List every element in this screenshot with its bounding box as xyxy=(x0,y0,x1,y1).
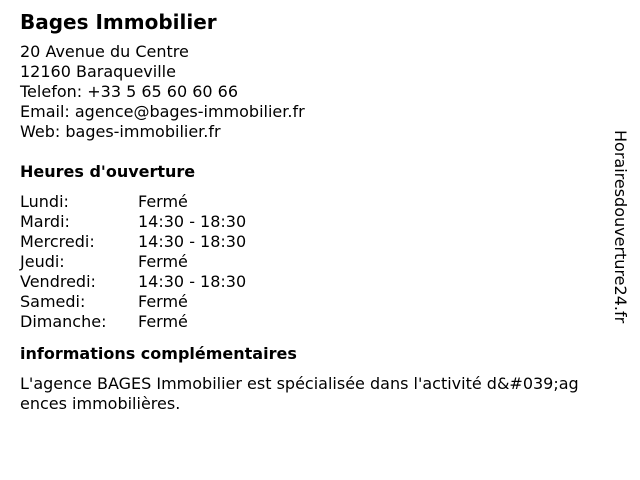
hours-row-tuesday xyxy=(20,212,590,232)
hours-day: Mardi: xyxy=(20,212,70,231)
hours-row-monday xyxy=(20,192,590,212)
hours-time: 14:30 - 18:30 xyxy=(138,212,247,231)
hours-day: Dimanche: xyxy=(20,312,107,331)
business-card xyxy=(20,10,590,414)
hours-day: Lundi: xyxy=(20,192,69,211)
hours-time: 14:30 - 18:30 xyxy=(138,272,247,291)
info-text: L'agence BAGES Immobilier est spécialisée dans l'activité d&#039;agences immobilières. xyxy=(20,374,579,413)
hours-time: Fermé xyxy=(138,292,188,311)
hours-day: Samedi: xyxy=(20,292,86,311)
hours-heading: Heures d'ouverture xyxy=(20,162,196,181)
hours-row-friday xyxy=(20,272,590,292)
email-line: Email: agence@bages-immobilier.fr xyxy=(20,102,305,121)
hours-table xyxy=(20,192,590,332)
web-line: Web: bages-immobilier.fr xyxy=(20,122,221,141)
site-watermark: Horairesdouverture24.fr xyxy=(611,130,630,324)
hours-row-sunday xyxy=(20,312,590,332)
hours-day: Mercredi: xyxy=(20,232,95,251)
hours-day: Jeudi: xyxy=(20,252,65,271)
hours-row-thursday xyxy=(20,252,590,272)
business-name: Bages Immobilier xyxy=(20,10,217,34)
hours-time: Fermé xyxy=(138,312,188,331)
hours-row-wednesday xyxy=(20,232,590,252)
hours-row-saturday xyxy=(20,292,590,312)
phone-line: Telefon: +33 5 65 60 60 66 xyxy=(20,82,239,101)
info-heading: informations complémentaires xyxy=(20,344,297,363)
hours-time: Fermé xyxy=(138,252,188,271)
address-line-1: 20 Avenue du Centre xyxy=(20,42,189,61)
hours-time: Fermé xyxy=(138,192,188,211)
hours-day: Vendredi: xyxy=(20,272,96,291)
address-line-2: 12160 Baraqueville xyxy=(20,62,176,81)
hours-time: 14:30 - 18:30 xyxy=(138,232,247,251)
